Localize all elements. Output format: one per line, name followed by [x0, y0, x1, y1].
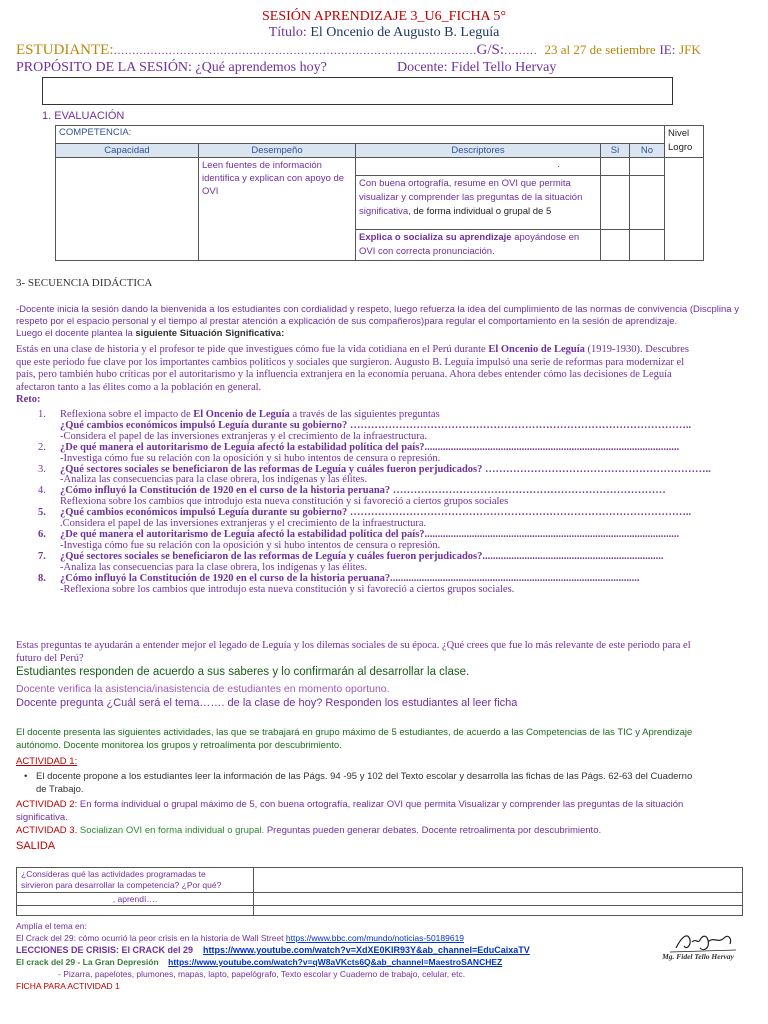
reto-num-5: 5. [38, 507, 46, 519]
desempeno-cell: Leen fuentes de información identifica y explican con apoyo de OVI [199, 158, 356, 261]
actividades-intro-2: autónomo. Docente monitorea los grupos y retroalimenta por descubrimiento. [16, 739, 342, 751]
evaluacion-heading: 1. EVALUACIÓN [42, 110, 125, 122]
actividades-intro-1: El docente presenta las siguientes actividades, las que se trabajará en grupo máximo de 5 estudiantes, de acuerdo a las Competencias de las TIC y Aprendizaje [16, 727, 693, 738]
aprendi-answer-cell[interactable] [254, 893, 743, 906]
resource-2-text: LECCIONES DE CRISIS: El CRACK del 29 [16, 945, 194, 955]
sit-line-1a: Estás en una clase de historia y el profesor te pide que investigues cómo fue la vida cotidiana en el Perú durante [16, 344, 489, 355]
descriptor-2 [356, 176, 601, 230]
actividad-3-label: ACTIVIDAD 3. [16, 825, 78, 836]
sit-line-4: afectaron tanto a las élites como a la población en general. [16, 381, 262, 393]
estudiante-label: ESTUDIANTE: [16, 42, 114, 58]
materiales-line: - Pizarra, papelotes, plumones, mapas, lapto, papelógrafo, Texto escolar y Cuaderno de trabajo, celular, etc. [58, 969, 466, 979]
aprendi-cell: , aprendí…. [17, 893, 254, 906]
reflection-question-2: sirvieron para desarrollar la competencia? ¿Por qué? [21, 880, 222, 890]
descriptor-3 [356, 230, 601, 261]
reto-num-2: 2. [38, 441, 46, 453]
reto-label: Reto: [16, 394, 41, 405]
descriptor-1-no[interactable] [630, 158, 665, 176]
dates-range: 23 al 27 de setiembre [544, 42, 656, 57]
descriptor-2-modality: de forma individual o grupal de 5 [410, 206, 552, 217]
sit-line-1b: El Oncenio de Leguía [488, 344, 585, 355]
capacidad-cell[interactable] [56, 158, 199, 261]
titulo-label: Título: [268, 25, 307, 40]
intro-line-1: -Docente inicia la sesión dando la bienvenida a los estudiantes con cordialidad y respeto, luego refuerza la idea del cumplimiento de las normas de convivencia (Discplina y [16, 304, 739, 315]
reto-question-6: ¿De qué manera el autoritarismo de Leguía afectó la estabilidad política del país?................................................................................................. [60, 528, 680, 540]
situacion-significativa [16, 344, 689, 407]
descriptor-3-bold: Explica o socializa su aprendizaje [359, 232, 512, 243]
reto-hint-4: Reflexiona sobre los cambios que introdujo esta nueva constitución y si favoreció a ciertos grupos sociales [60, 496, 509, 508]
bullet-icon: • [24, 771, 28, 782]
reto-question-1: ¿Qué cambios económicos impulsó Leguía durante su gobierno? …………………………………………………………………………………….. [60, 419, 692, 431]
resource-3-link[interactable]: https://www.youtube.com/watch?v=qW8aVKcts6Q&ab_channel=MaestroSANCHEZ [168, 957, 503, 967]
reto-question-8: ¿Cómo influyó la Constitución de 1920 en el curso de la historia peruana?............................................................................................... [60, 572, 640, 584]
closing-paragraph [16, 640, 691, 665]
secuencia-heading: 3- SECUENCIA DIDÁCTICA [16, 277, 153, 289]
reto-num-1: 1. [38, 409, 46, 420]
actividad-2-line-2: significativa. [16, 812, 68, 823]
lesson-title-line [0, 25, 768, 41]
actividad-3 [16, 825, 601, 836]
sit-line-1c: (1919-1930). Descubres [584, 344, 690, 355]
reflection-answer-cell[interactable] [254, 868, 743, 893]
actividad-1-text [24, 770, 692, 796]
plantea-bold: siguiente Situación Significativa: [135, 328, 285, 339]
gs-dots: ……… [504, 45, 538, 57]
actividad-3-text-a: Socializan OVI en forma individual o grupal. [77, 825, 267, 836]
reto-question-4: ¿Cómo influyó la Constitución de 1920 en el curso de la historia peruana? …………………………………………………………………… [60, 485, 666, 497]
descriptor-2-text: Con buena ortografía, resume en OVI que permita visualizar y comprender las preguntas de la situación significativa, [359, 178, 583, 217]
reto-item-2 [38, 443, 711, 454]
actividad-3-text-b: Preguntas pueden generar debates. Docente retroalimenta por descubrimiento. [266, 825, 602, 836]
nivel-label: Nivel [668, 128, 690, 139]
descriptor-3-no[interactable] [630, 230, 665, 261]
nivel-logro-header [665, 126, 704, 158]
reto-hint-7: -Analiza las consecuencias para la clase obrera, los indígenas y las élites. [60, 561, 367, 573]
intro-paragraph [16, 304, 739, 340]
reto-hint-2: -Investiga cómo fue su relación con la oposición y si hubo intentos de censura o represión. [60, 452, 441, 464]
resource-1 [16, 932, 530, 944]
actividad-2 [16, 798, 683, 824]
reflection-table [16, 867, 743, 916]
descriptor-1-si[interactable] [601, 158, 630, 176]
reflection-question-1: ¿Consideras qué las actividades programadas te [21, 869, 206, 879]
descriptor-3-si[interactable] [601, 230, 630, 261]
reto-list [38, 410, 711, 595]
session-title: SESIÓN APRENDIZAJE 3_U6_FICHA 5° [261, 9, 506, 24]
signature-name: Mg. Fidel Tello Hervay [662, 952, 734, 961]
reto-num-4: 4. [38, 485, 46, 497]
actividad-2-line-1-text: En forma individual o grupal máximo de 5, con buena ortografía, realizar OVI que permita Visualizar y comprender las preguntas de la situación [77, 799, 684, 810]
reto-num-6: 6. [38, 528, 46, 540]
reto-hint-8: -Reflexiona sobre los cambios que introdujo esta nueva constitución y si favoreció a ciertos grupos sociales. [60, 583, 515, 595]
descriptor-2-si[interactable] [601, 176, 630, 230]
desarrollo-line-3: Docente pregunta ¿Cuál será el tema……. de la clase de hoy? Responden los estudiantes al leer ficha [16, 697, 518, 709]
resource-2 [16, 944, 530, 956]
desempeno-header: Desempeño [199, 144, 356, 158]
extra-cell-right[interactable] [254, 906, 743, 916]
extra-cell-left[interactable] [17, 906, 254, 916]
descriptor-3-text: apoyándose en OVI con correcta pronunciación. [359, 232, 580, 257]
reto-1-text-c: a través de las siguientes preguntas [289, 409, 440, 420]
descriptor-2-no[interactable] [630, 176, 665, 230]
capacidad-header: Capacidad [56, 144, 199, 158]
actividad-1-line-1-text: El docente propone a los estudiantes leer la información de las Págs. 94 -95 y 102 del Texto escolar y desarrolla las fichas de las Págs. 62-63 del Cuaderno [36, 771, 693, 782]
resources-block [16, 920, 530, 992]
evaluation-table [55, 125, 704, 261]
descriptor-1: . [356, 158, 601, 176]
logro-label: Logro [668, 142, 693, 153]
ie-value: JFK [679, 42, 701, 57]
gs-label: G/S: [476, 42, 505, 58]
ie-label: IE: [659, 42, 676, 57]
ficha-label: FICHA PARA ACTIVIDAD 1 [16, 981, 120, 991]
reto-num-8: 8. [38, 572, 46, 584]
reto-hint-3: -Analiza las consecuencias para la clase obrera, los indígenas y las élites. [60, 474, 367, 486]
estudiante-dots: ……………………………………………………………………………………… [113, 45, 477, 57]
signature [648, 922, 748, 966]
actividad-1-label: ACTIVIDAD 1: [16, 756, 78, 767]
titulo-value: El Oncenio de Augusto B. Leguía [310, 25, 500, 40]
proposito: PROPÓSITO DE LA SESIÓN: ¿Qué aprendemos hoy? [16, 60, 327, 75]
reto-hint-1: -Considera el papel de las inversiones extranjeras y el crecimiento de la infraestructura. [60, 430, 428, 442]
resource-2-link[interactable]: https://www.youtube.com/watch?v=XdXE0KIR93Y&ab_channel=EduCaixaTV [203, 945, 530, 955]
si-header: Si [601, 144, 630, 158]
descriptores-header: Descriptores [356, 144, 601, 158]
proposito-answer-box[interactable] [42, 77, 673, 105]
reto-hint-6: -Investiga cómo fue su relación con la oposición y si hubo intentos de censura o represión. [60, 539, 441, 551]
student-line [16, 42, 701, 59]
reto-question-7: ¿Qué sectores sociales se beneficiaron de las reformas de Leguía y cuáles fueron perjudicados?..................................................................... [60, 550, 664, 562]
reto-question-5: ¿Qué cambios económicos impulsó Leguía durante su gobierno? …………………………………………………………………………………….. [60, 507, 692, 519]
actividad-1-line-2: de Trabajo. [36, 784, 84, 795]
no-header: No [630, 144, 665, 158]
sit-line-3: país, pero también hubo críticas por el autoritarismo y la influencia extranjera en la economía peruana. Ahora debes entender cómo las decisiones de Leguía [16, 369, 672, 380]
actividad-2-line-1 [16, 798, 683, 811]
reflection-question-cell [17, 868, 254, 893]
reto-1-text-b: El Oncenio de Leguía [193, 409, 290, 420]
docente-name: Docente: Fidel Tello Hervay [397, 60, 557, 75]
intro-line-2: respeto por el espacio personal y el tiempo al prestar atención a explicación de sus compañeros)para regular el comportamiento en la sesión de aprendizaje. [16, 316, 678, 327]
actividad-2-label: ACTIVIDAD 2: [16, 799, 78, 810]
amplia-label: Amplía el tema en: [16, 921, 87, 931]
competencia-label: COMPETENCIA: [56, 126, 665, 144]
resource-3 [16, 956, 530, 968]
reto-num-7: 7. [38, 550, 46, 562]
reto-hint-5: .Considera el papel de las inversiones extranjeras y el crecimiento de la infraestructura. [60, 518, 427, 530]
resource-3-text: El crack del 29 - La Gran Depresión [16, 957, 159, 967]
reto-item-8 [38, 574, 711, 585]
sit-line-2: que este periodo fue clave por los importantes cambios políticos y sociales que surgieron. Augusto B. Leguía impulsó una serie de reformas para modernizar el [16, 356, 685, 368]
closing-line-2: futuro del Perú? [16, 652, 84, 664]
plantea-line [16, 328, 739, 340]
reto-question-3: ¿Qué sectores sociales se beneficiaron de las reformas de Leguía y cuáles fueron perjudicados? ……………………………………………………….. [60, 463, 711, 475]
actividad-1-line-1 [24, 770, 692, 783]
sit-line-1 [16, 344, 689, 357]
actividades-intro [16, 727, 692, 752]
desarrollo-line-2: Docente verifica la asistencia/inasistencia de estudiantes en momento oportuno. [16, 683, 390, 695]
reto-question-2: ¿De qué manera el autoritarismo de Leguía afectó la estabilidad política del país?................................................................................................. [60, 441, 680, 453]
salida-label: SALIDA [16, 840, 56, 852]
closing-line-1: Estas preguntas te ayudarán a entender mejor el legado de Leguía y los dilemas sociales de su época. ¿Qué crees que fue lo más relevante de este periodo para el [16, 640, 691, 651]
resource-1-link[interactable]: https://www.bbc.com/mundo/noticias-50189619 [285, 933, 465, 943]
reto-num-3: 3. [38, 463, 46, 475]
desarrollo-line-1: Estudiantes responden de acuerdo a sus saberes y lo confirmarán al desarrollar la clase. [16, 666, 470, 678]
plantea-prefix: Luego el docente plantea la [16, 328, 136, 339]
resource-1-text: El Crack del 29: cómo ocurrió la peor crisis en la historia de Wall Street [16, 933, 286, 943]
nivel-logro-cell[interactable] [665, 158, 704, 261]
reto-1-text-a: Reflexiona sobre el impacto de [60, 409, 194, 420]
